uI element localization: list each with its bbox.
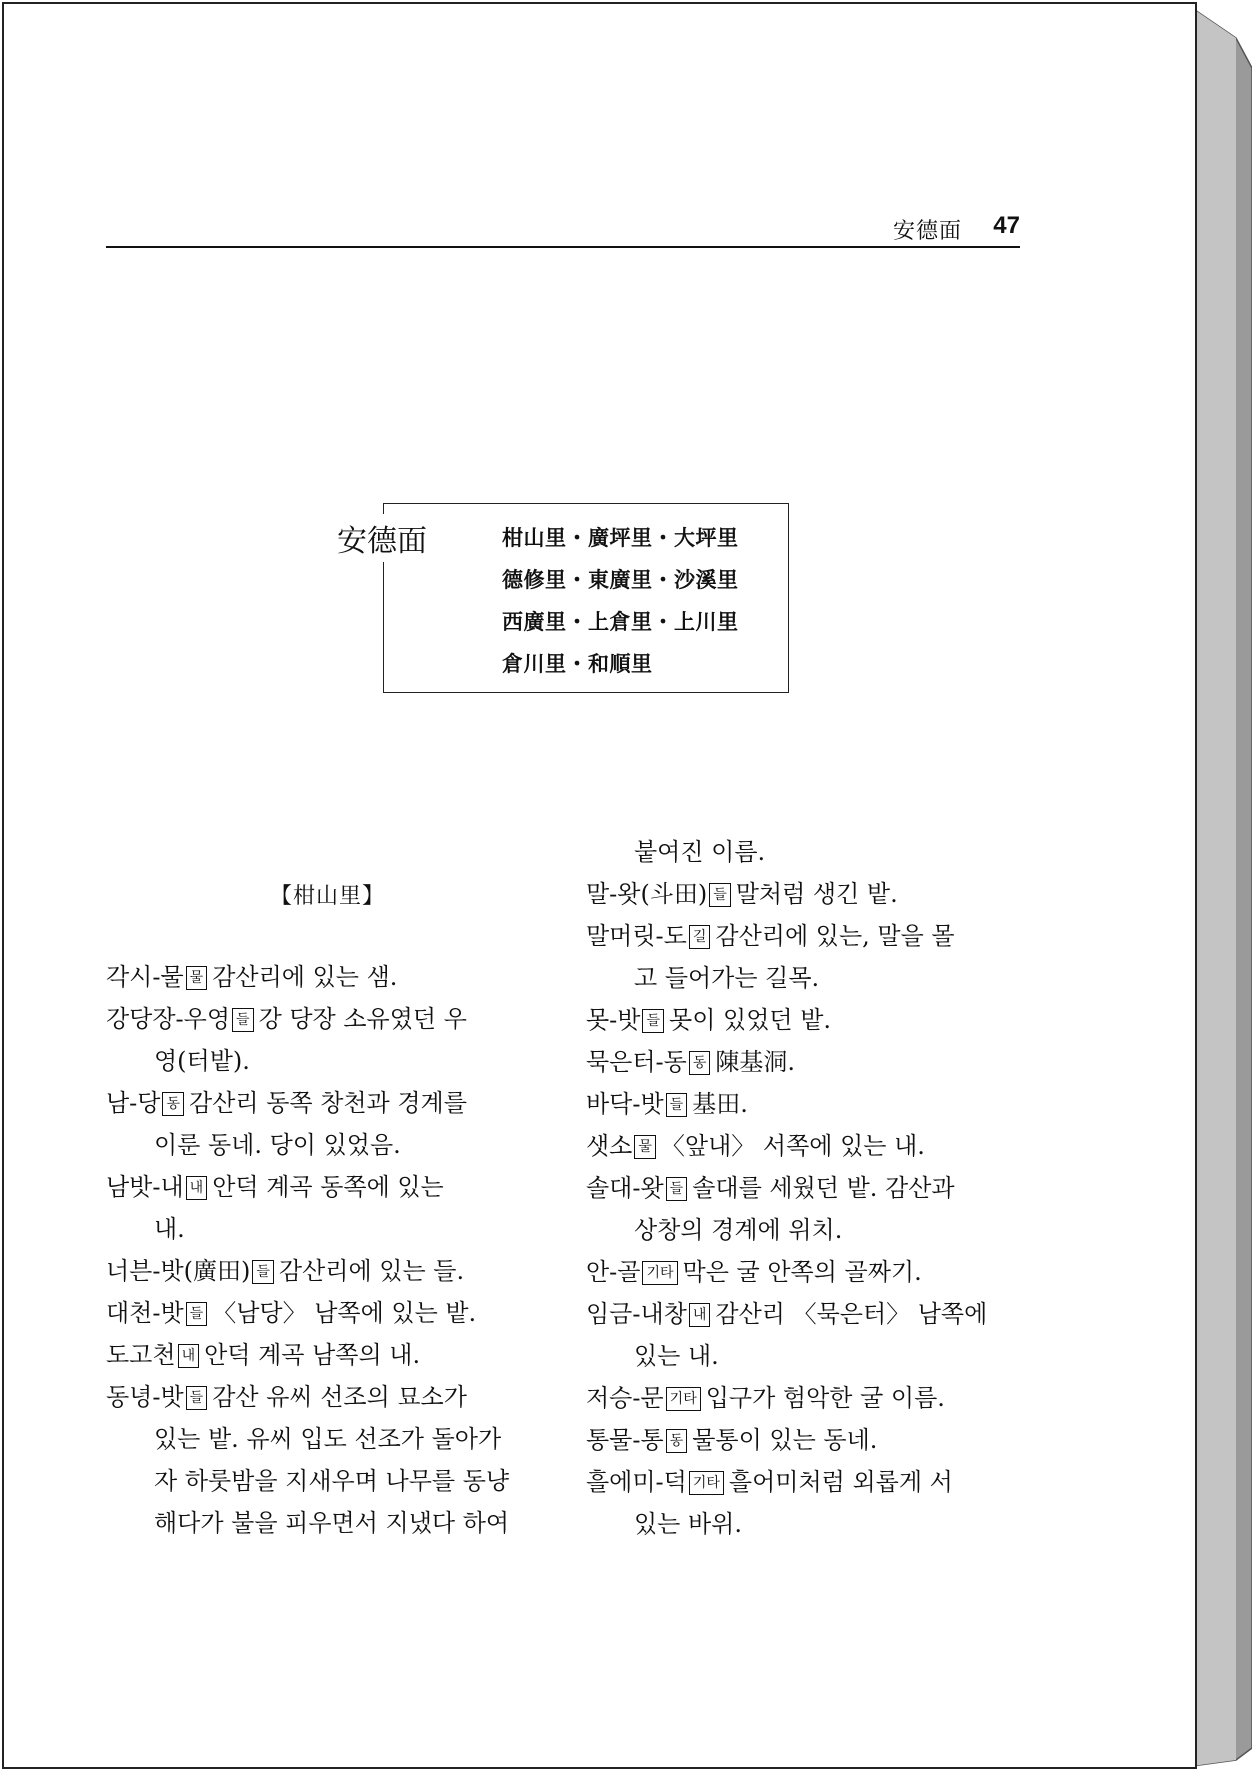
entry-body: 감산리 동쪽 창천과 경계를 (189, 1089, 467, 1117)
category-tag: 들 (186, 1302, 208, 1326)
entry-head: 강당장-우영 (106, 1005, 231, 1033)
entry-continuation: 있는 바위. (634, 1510, 742, 1538)
entry-continuation: 이룬 동네. 당이 있었음. (154, 1131, 401, 1159)
entry-head: 대천-밧 (106, 1299, 184, 1327)
place-entry (106, 1334, 420, 1376)
entry-head: 너븐-밧(廣田) (106, 1257, 251, 1285)
entry-body: 감산리 〈묵은터〉 남쪽에 (715, 1300, 988, 1328)
entry-head: 동녕-밧 (106, 1383, 184, 1411)
category-tag: 내 (689, 1303, 711, 1327)
category-tag: 들 (666, 1093, 688, 1117)
entry-head: 바닥-밧 (586, 1090, 664, 1118)
entry-head: 묵은터-동 (586, 1048, 687, 1076)
entry-body: 감산 유씨 선조의 묘소가 (212, 1383, 467, 1411)
place-entry (586, 1461, 953, 1545)
category-tag: 들 (642, 1009, 664, 1033)
place-entry (586, 1251, 922, 1293)
category-tag: 내 (186, 1176, 208, 1200)
village-list (502, 518, 739, 686)
entry-body: 솔대를 세웠던 밭. 감산과 (692, 1174, 955, 1202)
category-tag: 동 (162, 1092, 184, 1116)
entry-continuation: 영(터밭). (154, 1047, 250, 1075)
entry-head: 저승-문 (586, 1384, 664, 1412)
place-entry (106, 956, 397, 998)
district-name: 安德面 (337, 514, 427, 562)
place-entry (586, 1083, 748, 1125)
entry-head: 안-골 (586, 1258, 641, 1286)
entry-continuation: 해다가 불을 피우면서 지냈다 하여 (154, 1509, 510, 1537)
entry-body: 입구가 험악한 굴 이름. (705, 1384, 945, 1412)
place-entry (586, 999, 831, 1041)
place-entry (586, 873, 898, 915)
village-list-line: 柑山里・廣坪里・大坪里 (502, 526, 739, 550)
entry-body: 감산리에 있는 들. (278, 1257, 465, 1285)
entry-body: 감산리에 있는 샘. (212, 963, 398, 991)
entry-continuation: 자 하룻밤을 지새우며 나무를 동냥 (154, 1467, 510, 1495)
village-list-line: 德修里・東廣里・沙溪里 (502, 568, 739, 592)
entry-body: 안덕 계곡 동쪽에 있는 (212, 1173, 444, 1201)
village-list-line: 西廣里・上倉里・上川里 (502, 610, 739, 634)
category-tag: 내 (178, 1344, 200, 1368)
category-tag: 길 (689, 925, 711, 949)
entry-continuation: 내. (154, 1215, 185, 1243)
category-tag: 동 (666, 1429, 688, 1453)
category-tag: 동 (689, 1051, 711, 1075)
entry-head: 통물-통 (586, 1426, 664, 1454)
book-spine-shadow (1192, 8, 1252, 1766)
entry-continuation: 있는 내. (634, 1342, 719, 1370)
entry-head: 각시-물 (106, 963, 184, 991)
entry-head: 말-왓(斗田) (586, 880, 708, 908)
entry-body: 基田. (692, 1090, 748, 1118)
entry-body: 흘어미처럼 외롭게 서 (728, 1468, 953, 1496)
entry-continuation: 고 들어가는 길목. (634, 964, 820, 992)
page-number: 47 (993, 212, 1020, 239)
entry-body: 〈남당〉 남쪽에 있는 밭. (212, 1299, 477, 1327)
place-entry (586, 1419, 877, 1461)
entry-head: 남-당 (106, 1089, 161, 1117)
entry-body: 감산리에 있는, 말을 몰 (715, 922, 955, 950)
category-tag: 들 (252, 1260, 274, 1284)
place-entry (106, 1250, 464, 1292)
section-title: 【柑山里】 (270, 884, 386, 909)
entry-body: 강 당장 소유였던 우 (258, 1005, 467, 1033)
place-entry (106, 1292, 476, 1334)
running-header (106, 212, 1020, 248)
entry-head: 임금-내창 (586, 1300, 687, 1328)
place-entry (106, 1166, 444, 1250)
category-tag: 기타 (666, 1387, 701, 1411)
entry-continuation: 상창의 경계에 위치. (634, 1216, 843, 1244)
place-entry (586, 1377, 945, 1419)
place-entry (586, 1125, 925, 1167)
category-tag: 물 (186, 966, 208, 990)
entry-body: 陳基洞. (715, 1048, 796, 1076)
place-entry (106, 998, 467, 1082)
place-entry (586, 1167, 955, 1251)
entry-head: 못-밧 (586, 1006, 641, 1034)
category-tag: 들 (709, 883, 731, 907)
place-entry (586, 1293, 987, 1377)
entry-head: 샛소 (586, 1132, 633, 1160)
category-tag: 기타 (689, 1471, 724, 1495)
category-tag: 들 (666, 1177, 688, 1201)
entry-head: 도고천 (106, 1341, 176, 1369)
entry-continuation: 있는 밭. 유씨 입도 선조가 돌아가 (154, 1425, 502, 1453)
entry-continuation: 붙여진 이름. (634, 838, 766, 866)
category-tag: 기타 (642, 1261, 677, 1285)
entry-body: 막은 굴 안쪽의 골짜기. (682, 1258, 922, 1286)
entry-body: 못이 있었던 밭. (669, 1006, 832, 1034)
place-entry (586, 915, 955, 999)
entry-head: 솔대-왓 (586, 1174, 664, 1202)
place-entry (106, 1376, 509, 1544)
entry-body: 물통이 있는 동네. (692, 1426, 878, 1454)
entry-body: 말처럼 생긴 밭. (735, 880, 898, 908)
category-tag: 물 (634, 1135, 656, 1159)
entry-head: 말머릿-도 (586, 922, 687, 950)
entry-head: 흘에미-덕 (586, 1468, 687, 1496)
entry-body: 안덕 계곡 남쪽의 내. (204, 1341, 421, 1369)
entry-body: 〈앞내〉 서쪽에 있는 내. (660, 1132, 925, 1160)
category-tag: 들 (232, 1008, 254, 1032)
place-entry (106, 1082, 467, 1166)
header-title: 安德面 (892, 219, 962, 244)
place-entry (586, 1041, 795, 1083)
entry-head: 남밧-내 (106, 1173, 184, 1201)
village-list-line: 倉川里・和順里 (502, 652, 653, 676)
category-tag: 들 (186, 1386, 208, 1410)
